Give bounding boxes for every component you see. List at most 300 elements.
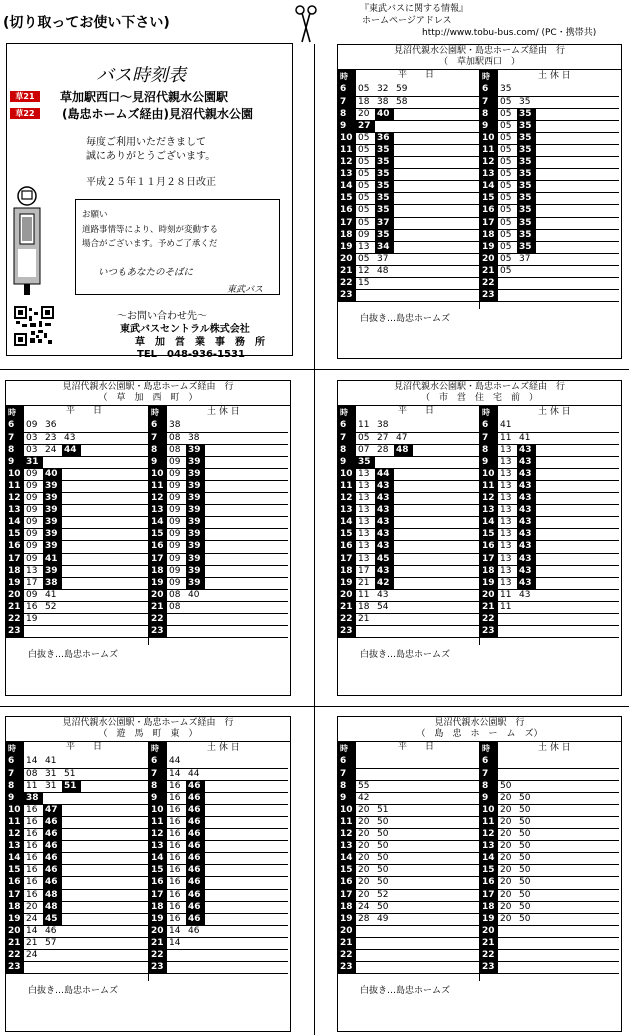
minute-cell: 16: [167, 901, 186, 913]
row-filler: [224, 937, 288, 949]
minute-cell: [375, 780, 394, 792]
table-row: [6, 468, 148, 480]
hour-cell: 13: [480, 169, 498, 181]
minute-cell: 50: [517, 901, 536, 913]
minute-cell: 47: [394, 432, 413, 444]
minute-cell: 31: [43, 780, 62, 792]
hour-cell: 13: [6, 841, 24, 853]
minute-cell: [394, 480, 413, 492]
table-row: [6, 768, 148, 780]
minute-cell: 05: [498, 241, 517, 253]
table-row: [6, 780, 148, 792]
minute-cell: 49: [375, 913, 394, 925]
minute-cell: 46: [43, 841, 62, 853]
panel-stop-name: （ 島 忠 ホ ー ム ズ）: [416, 729, 543, 739]
table-row: [149, 529, 288, 541]
minute-cell: 50: [517, 841, 536, 853]
minute-cell: [205, 614, 224, 626]
minute-cell: [394, 816, 413, 828]
minute-cell: 50: [375, 816, 394, 828]
row-filler: [81, 792, 148, 804]
minute-cell: [394, 493, 413, 505]
minute-cell: [394, 456, 413, 468]
minute-cell: 13: [498, 565, 517, 577]
hour-cell: 9: [338, 456, 356, 468]
hour-cell: 12: [149, 829, 167, 841]
minute-cell: [394, 217, 413, 229]
minute-cell: 41: [517, 432, 536, 444]
hour-cell: 6: [480, 84, 498, 96]
minute-cell: [205, 553, 224, 565]
row-filler: [224, 792, 288, 804]
table-row: [149, 962, 288, 974]
table-row: [149, 901, 288, 913]
minute-cell: [375, 626, 394, 638]
minute-cell: [24, 626, 43, 638]
hour-cell: 15: [6, 529, 24, 541]
table-row: [6, 865, 148, 877]
row-filler: [555, 169, 619, 181]
table-row: [338, 925, 479, 937]
row-filler: [81, 901, 148, 913]
table-row: [338, 589, 479, 601]
hour-cell: 10: [6, 468, 24, 480]
row-filler: [555, 181, 619, 193]
minute-cell: 50: [375, 853, 394, 865]
minute-cell: 39: [186, 577, 205, 589]
hour-cell: 13: [6, 505, 24, 517]
table-row: [338, 278, 479, 290]
minute-cell: [536, 193, 555, 205]
weekday-header: 平 日: [66, 742, 103, 752]
minute-cell: [536, 962, 555, 974]
minute-cell: [62, 925, 81, 937]
table-row: [6, 589, 148, 601]
hour-cell: 12: [6, 493, 24, 505]
table-row: [149, 816, 288, 828]
minute-cell: [536, 577, 555, 589]
hour-cell: 23: [338, 290, 356, 302]
hour-cell: 20: [6, 589, 24, 601]
minute-cell: [62, 565, 81, 577]
table-row: [149, 950, 288, 962]
minute-cell: 16: [24, 877, 43, 889]
row-filler: [555, 505, 619, 517]
minute-cell: 05: [498, 229, 517, 241]
minute-cell: [394, 925, 413, 937]
row-filler: [555, 565, 619, 577]
row-filler: [413, 265, 479, 277]
hour-cell: 11: [480, 144, 498, 156]
hour-cell: 15: [6, 865, 24, 877]
minute-cell: [375, 792, 394, 804]
minute-cell: [394, 553, 413, 565]
minute-cell: 09: [24, 541, 43, 553]
hour-cell: 22: [6, 950, 24, 962]
minute-cell: 43: [375, 505, 394, 517]
minute-cell: [498, 278, 517, 290]
minute-cell: 13: [356, 553, 375, 565]
row-filler: [555, 265, 619, 277]
minute-cell: [394, 626, 413, 638]
hour-cell: 23: [6, 626, 24, 638]
minute-cell: 46: [43, 853, 62, 865]
table-row: [338, 229, 479, 241]
hour-cell: 19: [149, 577, 167, 589]
hour-cell: 15: [149, 529, 167, 541]
row-filler: [555, 420, 619, 432]
minute-cell: 35: [375, 229, 394, 241]
minute-cell: 20: [498, 877, 517, 889]
minute-cell: 13: [356, 505, 375, 517]
table-row: [480, 565, 619, 577]
minute-cell: 05: [498, 193, 517, 205]
row-filler: [413, 290, 479, 302]
minute-cell: 43: [375, 541, 394, 553]
hour-cell: 22: [480, 950, 498, 962]
notice-brand: 東武バス: [226, 285, 263, 295]
table-row: [338, 577, 479, 589]
minute-cell: [356, 937, 375, 949]
minute-cell: 46: [186, 889, 205, 901]
minute-cell: 39: [186, 553, 205, 565]
minute-cell: 37: [375, 217, 394, 229]
hour-cell: 23: [480, 962, 498, 974]
row-filler: [413, 553, 479, 565]
minute-cell: [394, 865, 413, 877]
minute-cell: 05: [498, 253, 517, 265]
minute-cell: [62, 962, 81, 974]
table-row: [338, 937, 479, 949]
table-row: [149, 468, 288, 480]
minute-cell: 55: [356, 780, 375, 792]
row-filler: [555, 217, 619, 229]
row-filler: [81, 877, 148, 889]
minute-cell: [205, 517, 224, 529]
minute-cell: 39: [186, 565, 205, 577]
hour-cell: 14: [149, 853, 167, 865]
minute-cell: 51: [62, 768, 81, 780]
row-filler: [224, 962, 288, 974]
minute-cell: 05: [498, 132, 517, 144]
minute-cell: 39: [186, 529, 205, 541]
minute-cell: 16: [167, 816, 186, 828]
minute-cell: [62, 756, 81, 768]
minute-cell: [62, 853, 81, 865]
minute-cell: [536, 601, 555, 613]
table-row: [149, 792, 288, 804]
minute-cell: [394, 468, 413, 480]
hour-cell: 17: [6, 889, 24, 901]
row-filler: [224, 950, 288, 962]
minute-cell: 11: [356, 420, 375, 432]
hour-cell: 19: [480, 577, 498, 589]
minute-cell: 20: [356, 804, 375, 816]
hour-cell: 19: [480, 241, 498, 253]
cut-instruction: (切り取ってお使い下さい): [3, 15, 170, 31]
minute-cell: [394, 804, 413, 816]
minute-cell: 43: [517, 468, 536, 480]
hour-cell: 20: [480, 925, 498, 937]
minute-cell: 14: [167, 768, 186, 780]
timetable-panel-asumacho-higashi: [5, 716, 291, 1032]
hour-cell: 16: [338, 205, 356, 217]
minute-cell: [62, 517, 81, 529]
greeting-line1: 毎度ご利用いただきまして: [86, 137, 206, 148]
contact-tel[interactable]: TEL 048-936-1531: [137, 349, 245, 360]
minute-cell: 52: [43, 601, 62, 613]
row-filler: [224, 865, 288, 877]
minute-cell: 43: [517, 480, 536, 492]
table-row: [149, 756, 288, 768]
table-row: [338, 217, 479, 229]
minute-cell: [375, 756, 394, 768]
row-filler: [224, 756, 288, 768]
minute-cell: [498, 950, 517, 962]
minute-cell: 23: [43, 432, 62, 444]
minute-cell: [205, 889, 224, 901]
minute-cell: [536, 804, 555, 816]
minute-cell: 05: [498, 169, 517, 181]
minute-cell: 45: [375, 553, 394, 565]
hour-cell: 21: [338, 937, 356, 949]
row-filler: [555, 925, 619, 937]
row-filler: [81, 626, 148, 638]
minute-cell: 05: [498, 120, 517, 132]
row-filler: [413, 780, 479, 792]
minute-cell: [394, 614, 413, 626]
row-filler: [555, 444, 619, 456]
row-filler: [413, 768, 479, 780]
minute-cell: [394, 290, 413, 302]
hour-cell: 9: [480, 456, 498, 468]
weekday-header: 平 日: [398, 70, 435, 80]
row-filler: [224, 841, 288, 853]
minute-cell: [62, 589, 81, 601]
minute-cell: 20: [498, 913, 517, 925]
row-filler: [224, 877, 288, 889]
hour-cell: 10: [6, 804, 24, 816]
notice-line2: 場合がございます。予めご了承くだ: [82, 239, 218, 249]
table-row: [338, 829, 479, 841]
minute-cell: 20: [356, 853, 375, 865]
minute-cell: 35: [375, 205, 394, 217]
panel-title: 見沼代親水公園駅・島忠ホームズ経由 行: [393, 382, 565, 392]
table-row: [338, 493, 479, 505]
row-filler: [413, 529, 479, 541]
hour-cell: 9: [6, 456, 24, 468]
row-filler: [555, 865, 619, 877]
minute-cell: 57: [43, 937, 62, 949]
hour-cell: 14: [480, 181, 498, 193]
table-row: [149, 780, 288, 792]
row-filler: [413, 925, 479, 937]
minute-cell: [356, 626, 375, 638]
minute-cell: 09: [167, 468, 186, 480]
row-filler: [81, 950, 148, 962]
minute-cell: 35: [375, 181, 394, 193]
minute-cell: 42: [375, 577, 394, 589]
row-filler: [555, 589, 619, 601]
row-filler: [555, 804, 619, 816]
minute-cell: 35: [517, 241, 536, 253]
weekday-hour-header: 時: [338, 70, 356, 84]
minute-cell: 38: [375, 420, 394, 432]
minute-cell: 20: [498, 853, 517, 865]
hour-cell: 21: [480, 601, 498, 613]
minute-cell: 46: [186, 804, 205, 816]
minute-cell: 13: [356, 480, 375, 492]
hour-cell: 10: [480, 804, 498, 816]
minute-cell: [536, 169, 555, 181]
minute-cell: 50: [517, 829, 536, 841]
minute-cell: [517, 265, 536, 277]
minute-cell: 13: [498, 444, 517, 456]
minute-cell: [394, 601, 413, 613]
table-row: [338, 505, 479, 517]
hour-cell: 11: [480, 816, 498, 828]
timetable-weekday: [6, 420, 148, 638]
minute-cell: [394, 132, 413, 144]
minute-cell: 20: [356, 865, 375, 877]
timetable-weekday: [338, 756, 479, 974]
row-filler: [224, 432, 288, 444]
holiday-header: 土 休 日: [538, 743, 571, 753]
minute-cell: 05: [356, 181, 375, 193]
minute-cell: 43: [517, 456, 536, 468]
hour-cell: 9: [6, 792, 24, 804]
row-filler: [224, 577, 288, 589]
minute-cell: [536, 493, 555, 505]
minute-cell: 46: [43, 877, 62, 889]
hour-cell: 17: [149, 889, 167, 901]
minute-cell: [536, 265, 555, 277]
hour-cell: 8: [338, 108, 356, 120]
minute-cell: 08: [167, 444, 186, 456]
minute-cell: [205, 493, 224, 505]
row-filler: [555, 529, 619, 541]
row-filler: [81, 614, 148, 626]
hour-cell: 11: [480, 480, 498, 492]
table-row: [338, 804, 479, 816]
minute-cell: [394, 577, 413, 589]
row-filler: [81, 553, 148, 565]
hour-cell: 14: [480, 517, 498, 529]
minute-cell: [205, 444, 224, 456]
minute-cell: 13: [356, 493, 375, 505]
minute-cell: [517, 780, 536, 792]
hour-cell: 7: [480, 432, 498, 444]
minute-cell: 48: [43, 901, 62, 913]
minute-cell: [517, 626, 536, 638]
table-row: [480, 925, 619, 937]
hour-cell: 11: [338, 480, 356, 492]
minute-cell: [536, 120, 555, 132]
row-filler: [555, 132, 619, 144]
minute-cell: 13: [498, 517, 517, 529]
greeting-line2: 誠にありがとうございます。: [86, 151, 216, 162]
legend-note: 白抜き…島忠ホームズ: [28, 986, 119, 996]
row-filler: [413, 517, 479, 529]
hour-cell: 17: [6, 553, 24, 565]
row-filler: [555, 193, 619, 205]
minute-cell: [394, 193, 413, 205]
minute-cell: [62, 937, 81, 949]
minute-cell: 59: [394, 84, 413, 96]
hour-cell: 21: [6, 601, 24, 613]
minute-cell: [536, 205, 555, 217]
minute-cell: 38: [375, 96, 394, 108]
minute-cell: [498, 937, 517, 949]
hour-cell: 11: [6, 816, 24, 828]
table-row: [6, 626, 148, 638]
hour-cell: 8: [338, 780, 356, 792]
minute-cell: 50: [517, 816, 536, 828]
hour-cell: 22: [338, 614, 356, 626]
minute-cell: [394, 768, 413, 780]
minute-cell: 35: [498, 84, 517, 96]
info-url[interactable]: http://www.tobu-bus.com/ (PC・携帯共): [422, 28, 597, 38]
row-filler: [555, 962, 619, 974]
table-row: [338, 841, 479, 853]
row-filler: [413, 253, 479, 265]
table-row: [149, 577, 288, 589]
hour-cell: 20: [338, 925, 356, 937]
minute-cell: [186, 420, 205, 432]
minute-cell: [536, 626, 555, 638]
hour-cell: 6: [480, 420, 498, 432]
hour-cell: 19: [480, 913, 498, 925]
minute-cell: [62, 529, 81, 541]
minute-cell: 46: [43, 829, 62, 841]
minute-cell: 20: [356, 841, 375, 853]
hour-cell: 9: [480, 120, 498, 132]
minute-cell: [186, 601, 205, 613]
table-row: [149, 456, 288, 468]
row-filler: [81, 529, 148, 541]
minute-cell: [167, 950, 186, 962]
minute-cell: 05: [498, 181, 517, 193]
minute-cell: 40: [43, 468, 62, 480]
hour-cell: 20: [338, 589, 356, 601]
row-filler: [555, 290, 619, 302]
hour-cell: 23: [338, 626, 356, 638]
table-row: [149, 480, 288, 492]
minute-cell: 16: [24, 889, 43, 901]
minute-cell: 09: [24, 480, 43, 492]
minute-cell: [517, 290, 536, 302]
minute-cell: 16: [24, 865, 43, 877]
row-filler: [413, 756, 479, 768]
row-filler: [555, 901, 619, 913]
table-row: [338, 901, 479, 913]
minute-cell: 16: [167, 853, 186, 865]
minute-cell: 09: [356, 229, 375, 241]
minute-cell: [394, 962, 413, 974]
row-filler: [413, 792, 479, 804]
minute-cell: [375, 950, 394, 962]
minute-cell: [536, 96, 555, 108]
table-row: [6, 816, 148, 828]
minute-cell: 03: [24, 432, 43, 444]
minute-cell: [167, 626, 186, 638]
minute-cell: [62, 877, 81, 889]
minute-cell: 09: [24, 505, 43, 517]
hour-cell: 9: [338, 120, 356, 132]
panel-title: 見沼代親水公園駅・島忠ホームズ経由 行: [393, 46, 565, 56]
minute-cell: 35: [517, 193, 536, 205]
minute-cell: 43: [517, 577, 536, 589]
